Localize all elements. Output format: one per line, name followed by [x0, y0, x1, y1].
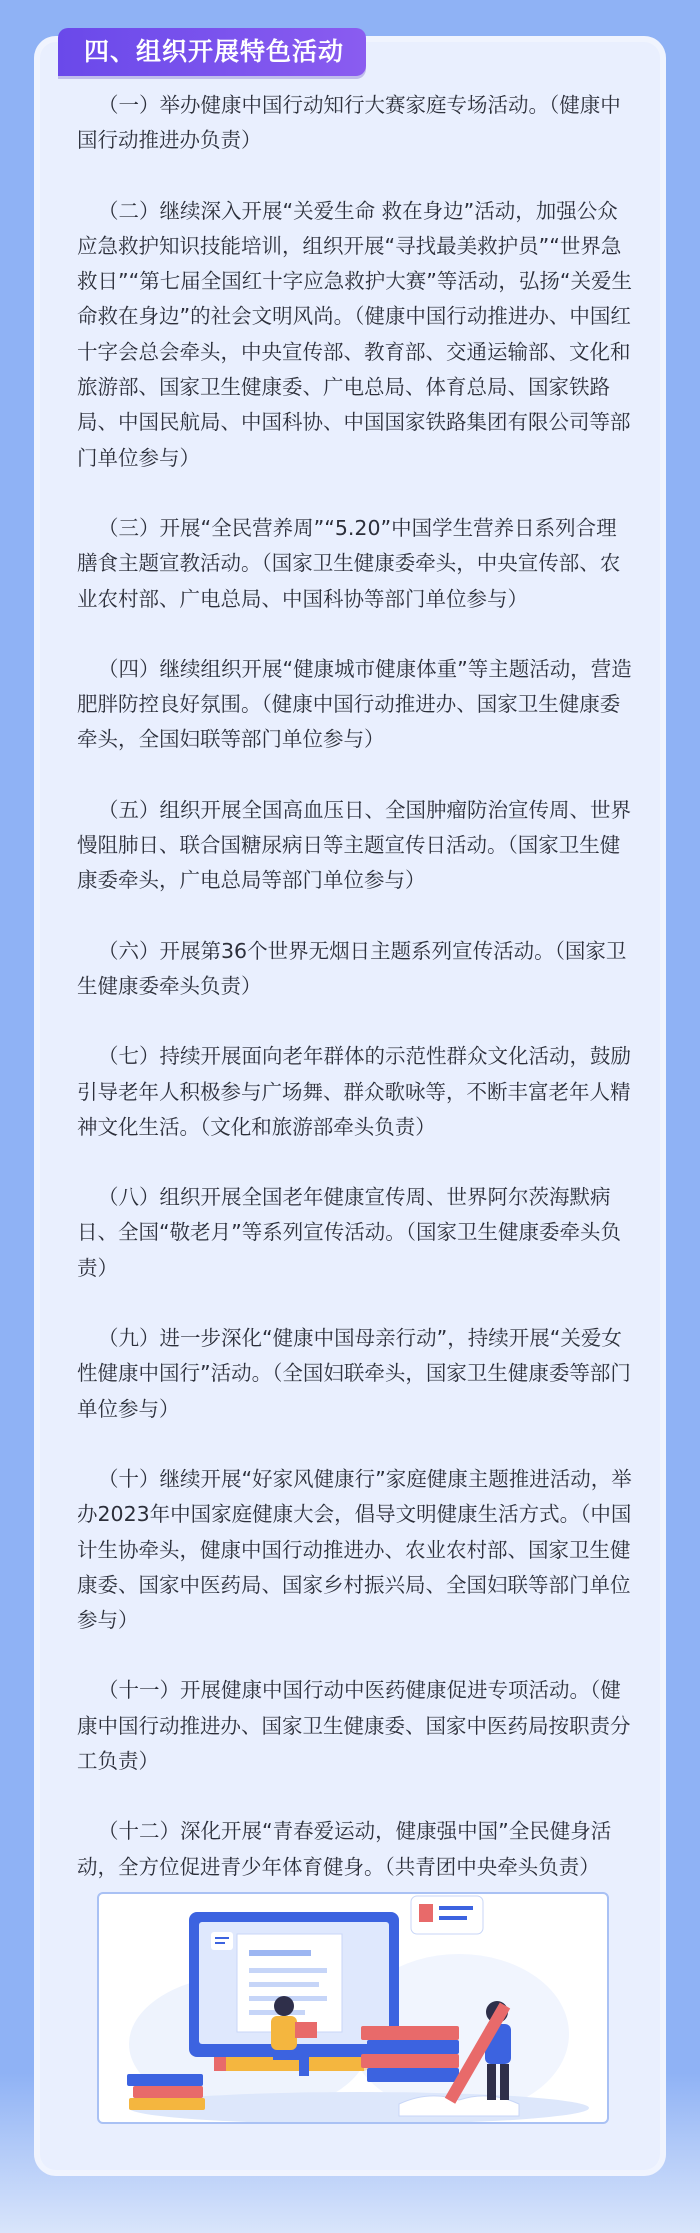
- list-item: （八）组织开展全国老年健康宣传周、世界阿尔茨海默病日、全国“敬老月”等系列宣传活动。（国家卫生健康委牵头负责）: [77, 1185, 621, 1280]
- list-item: （九）进一步深化“健康中国母亲行动”，持续开展“关爱女性健康中国行”活动。（全国妇联牵头，国家卫生健康委等部门单位参与）: [77, 1326, 631, 1421]
- list-item: （十二）深化开展“青春爱运动，健康强中国”全民健身活动，全方位促进青少年体育健身。（共青团中央牵头负责）: [77, 1819, 612, 1879]
- chat-bubble-icon: [411, 1896, 483, 1934]
- activity-list: [77, 88, 637, 1920]
- list-item: （二）继续深入开展“关爱生命 救在身边”活动，加强公众应急救护知识技能培训，组织开展“寻找最美救护员”“世界急救日”“第七届全国红十字应急救护大赛”等活动，弘扬“关爱生命救在身边”的社会文明风尚。（健康中国行动推进办、中国红十字会总会牵头，中央宣传部、教育部、交通运输部、文化和旅游部、国家卫生健康委、广电总局、体育总局、国家铁路局、中国民航局、中国科协、中国国家铁路集团有限公司等部门单位参与）: [77, 198, 632, 470]
- list-item: （四）继续组织开展“健康城市健康体重”等主题活动，营造肥胖防控良好氛围。（健康中国行动推进办、国家卫生健康委牵头，全国妇联等部门单位参与）: [77, 656, 632, 752]
- list-item: （七）持续开展面向老年群体的示范性群众文化活动，鼓励引导老年人积极参与广场舞、群众歌咏等，不断丰富老年人精神文化生活。（文化和旅游部牵头负责）: [77, 1044, 631, 1139]
- list-item: （五）组织开展全国高血压日、全国肿瘤防治宣传周、世界慢阻肺日、联合国糖尿病日等主题宣传日活动。（国家卫生健康委牵头，广电总局等部门单位参与）: [77, 797, 631, 893]
- book-stack-icon: [127, 2074, 205, 2110]
- list-item: （十一）开展健康中国行动中医药健康促进专项活动。（健康中国行动推进办、国家卫生健康委、国家中医药局按职责分工负责）: [77, 1678, 631, 1773]
- education-illustration: [97, 1892, 609, 2124]
- list-item: （十）继续开展“好家风健康行”家庭健康主题推进活动，举办2023年中国家庭健康大会，倡导文明健康生活方式。（中国计生协牵头，健康中国行动推进办、农业农村部、国家卫生健康委、国家中医药局、国家乡村振兴局、全国妇联等部门单位参与）: [77, 1466, 632, 1633]
- list-item: （一）举办健康中国行动知行大赛家庭专场活动。（健康中国行动推进办负责）: [77, 93, 621, 153]
- list-item: （六）开展第36个世界无烟日主题系列宣传活动。（国家卫生健康委牵头负责）: [77, 938, 627, 998]
- list-item: （三）开展“全民营养周”“5.20”中国学生营养日系列合理膳食主题宣教活动。（国家卫生健康委牵头，中央宣传部、农业农村部、广电总局、中国科协等部门单位参与）: [77, 515, 621, 611]
- section-title: 四、组织开展特色活动: [58, 28, 366, 76]
